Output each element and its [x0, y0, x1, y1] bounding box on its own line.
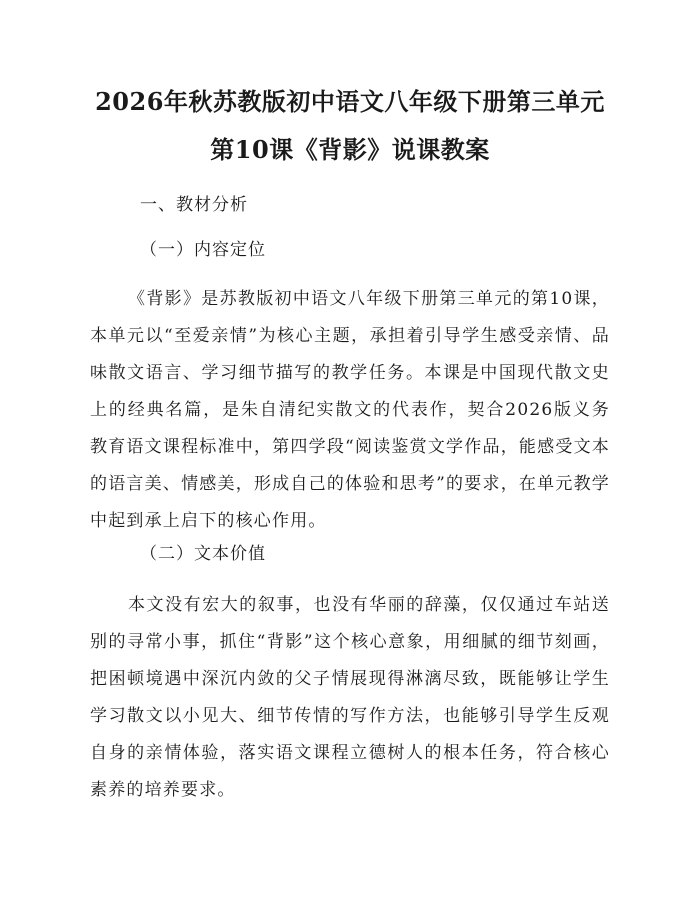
paragraph-content-positioning: 《背影》是苏教版初中语文八年级下册第三单元的第10课，本单元以“至爱亲情”为核心主题，承担着引导学生感受亲情、品味散文语言、学习细节描写的教学任务。本课是中国现代散文史上的经典名篇，是朱自清纪实散文的代表作，契合2026版义务教育语文课程标准中，第四学段“阅读鉴赏文学作品，能感受文本的语言美、情感美，形成自己的体验和思考”的要求，在单元教学中起到承上启下的核心作用。 — [90, 289, 610, 531]
subsection-heading-content-positioning: （一）内容定位 — [140, 240, 266, 260]
subsection-heading-text-value: （二）文本价值 — [140, 544, 266, 564]
document-title: 2026年秋苏教版初中语文八年级下册第三单元第10课《背影》说课教案 — [95, 87, 605, 164]
section-heading-textbook-analysis: 一、教材分析 — [140, 195, 248, 215]
paragraph-text-value: 本文没有宏大的叙事，也没有华丽的辞藻，仅仅通过车站送别的寻常小事，抓住“背影”这个核心意象，用细腻的细节刻画，把困顿境遇中深沉内敛的父子情展现得淋漓尽致，既能够让学生学习散文以小见大、细节传情的写作方法，也能够引导学生反观自身的亲情体验，落实语文课程立德树人的根本任务，符合核心素养的培养要求。 — [90, 595, 610, 800]
